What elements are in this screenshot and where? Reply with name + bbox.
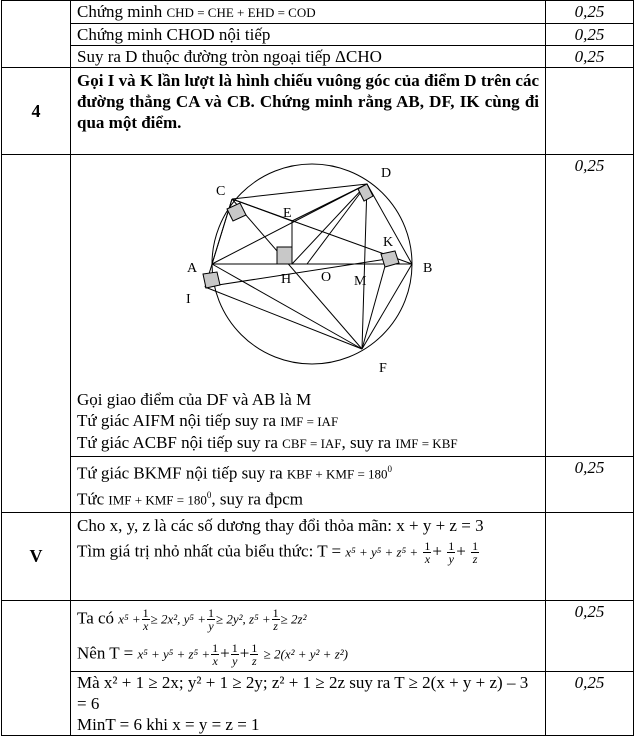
score: 0,25 bbox=[546, 155, 634, 457]
proof-cell bbox=[71, 155, 546, 457]
row-text: Chứng minh CHD = CHE + EHD = COD bbox=[71, 1, 546, 24]
proof-cell bbox=[71, 457, 546, 513]
label-i: I bbox=[186, 292, 191, 307]
table-row bbox=[2, 1, 634, 24]
proof-line: Tứ giác ACBF nội tiếp suy ra CBF = IAF, suy ra IMF = KBF bbox=[77, 433, 458, 452]
blank-number-cell bbox=[2, 1, 71, 68]
formula: IMF + KMF = 180 bbox=[108, 492, 207, 508]
proof-line: Tức IMF + KMF = $180^0$, suy ra đpcm bbox=[77, 489, 303, 509]
table-row bbox=[2, 513, 634, 601]
solution-cell: Ta có x⁵ + $\frac{1}{x}$ ≥ 2x², y⁵ + $\frac{1}{y}$ ≥ 2y², z⁵ + $\frac{1}{z}$ ≥ 2z² Nên T = x⁵ + y⁵ + z⁵ + $\frac{1}{x}$ + $\frac{1}{y}$ + $\frac{1}{z}$ ≥ 2(x² + y² + z²) bbox=[71, 601, 546, 672]
question-number: V bbox=[2, 513, 71, 601]
label-k: K bbox=[383, 235, 394, 250]
score: 0,25 bbox=[546, 24, 634, 46]
formula: x⁵ + y⁵ + z⁵ + bbox=[345, 544, 419, 560]
blank-score bbox=[546, 513, 634, 601]
geometry-figure bbox=[77, 159, 539, 389]
label-h: H bbox=[281, 272, 292, 287]
label-b: B bbox=[423, 261, 433, 276]
score: 0,25 bbox=[546, 601, 634, 672]
row-text: Chứng minh CHOD nội tiếp bbox=[71, 24, 546, 46]
label-e: E bbox=[283, 206, 292, 221]
label-c: C bbox=[216, 184, 226, 199]
question-number: 4 bbox=[2, 68, 71, 155]
blank-score bbox=[546, 68, 634, 155]
formula: CBF = IAF bbox=[282, 436, 342, 451]
table-row bbox=[2, 46, 634, 68]
score: 0,25 bbox=[546, 457, 634, 513]
solution-cell: Mà x² + 1 ≥ 2x; y² + 1 ≥ 2y; z² + 1 ≥ 2z suy ra T ≥ 2(x + y + z) – 3 = 6 MinT = 6 khi x = y = z = 1 bbox=[71, 672, 546, 736]
label-d: D bbox=[381, 166, 392, 181]
row-text: Suy ra D thuộc đường tròn ngoại tiếp ΔCHO bbox=[71, 46, 546, 68]
proof-line: Gọi giao điểm của DF và AB là M bbox=[77, 390, 312, 409]
label-o: O bbox=[321, 270, 332, 285]
table-row bbox=[2, 155, 634, 457]
label-m: M bbox=[354, 274, 367, 289]
score: 0,25 bbox=[546, 672, 634, 736]
formula: CHD = CHE + EHD = COD bbox=[166, 5, 316, 20]
table-row bbox=[2, 457, 634, 513]
table-row bbox=[2, 672, 634, 736]
proof-line: Tứ giác BKMF nội tiếp suy ra KBF + KMF = $180^0$ bbox=[77, 463, 393, 483]
formula: IMF = KBF bbox=[395, 436, 458, 451]
geometry-diagram bbox=[77, 159, 547, 389]
table-row bbox=[2, 24, 634, 46]
formula: IMF = IAF bbox=[280, 414, 339, 429]
problem-statement: Gọi I và K lần lượt là hình chiếu vuông góc của điểm D trên các đường thẳng CA và CB. Chứng minh rằng AB, DF, IK cùng đi qua một điểm. bbox=[71, 68, 546, 155]
table-row bbox=[2, 68, 634, 155]
score: 0,25 bbox=[546, 46, 634, 68]
score: 0,25 bbox=[546, 1, 634, 24]
blank-number-cell bbox=[2, 155, 71, 513]
proof-line: Tứ giác AIFM nội tiếp suy ra IMF = IAF bbox=[77, 411, 339, 430]
answer-table bbox=[1, 0, 634, 736]
label-f: F bbox=[379, 361, 387, 376]
label-a: A bbox=[187, 261, 198, 276]
blank-number-cell bbox=[2, 601, 71, 736]
problem-statement: Cho x, y, z là các số dương thay đổi thỏa mãn: x + y + z = 3 Tìm giá trị nhỏ nhất của biểu thức: T = x⁵ + y⁵ + z⁵ + $\frac{1}{x}$ + $\frac{1}{y}$ + $\frac{1}{z}$ bbox=[71, 513, 546, 601]
table-row bbox=[2, 601, 634, 672]
formula: KBF + KMF = 180 bbox=[286, 466, 388, 482]
